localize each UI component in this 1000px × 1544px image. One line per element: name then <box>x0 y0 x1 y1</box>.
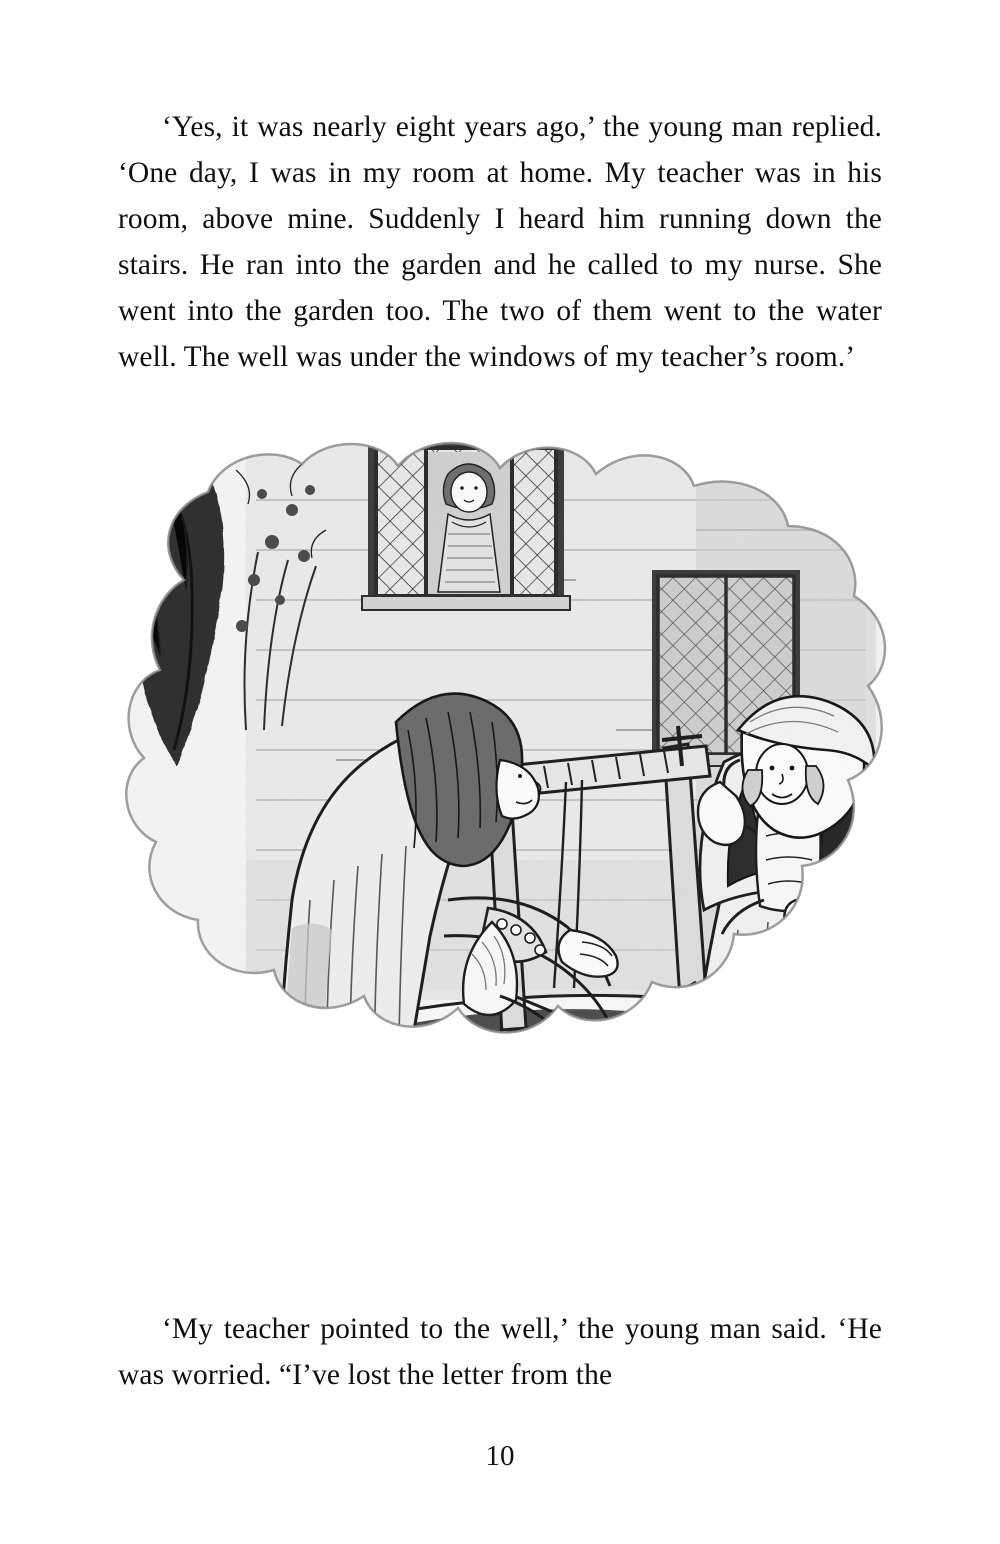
well-scene-illustration <box>96 430 904 1290</box>
top-paragraph-block <box>118 104 882 380</box>
page-number: 10 <box>485 1440 515 1472</box>
legs-and-shoes <box>281 1180 430 1290</box>
bottom-paragraph-block <box>118 1306 882 1398</box>
paragraph-text: ‘My teacher pointed to the well,’ the young man said. ‘He was worried. “I’ve lost the letter from the <box>118 1313 882 1391</box>
illustration-artwork <box>96 430 904 1290</box>
paragraph-text: ‘Yes, it was nearly eight years ago,’ the young man replied. ‘One day, I was in my room at home. My teacher was in his room, above mine. Suddenly I heard him running down the stairs. He ran into the garden and he called to my nurse. She went into the garden too. The two of them went to the water well. The well was under the windows of my teacher’s room.’ <box>118 111 882 373</box>
wooden-bucket <box>432 1132 548 1240</box>
hanging-pouch <box>857 970 896 1051</box>
